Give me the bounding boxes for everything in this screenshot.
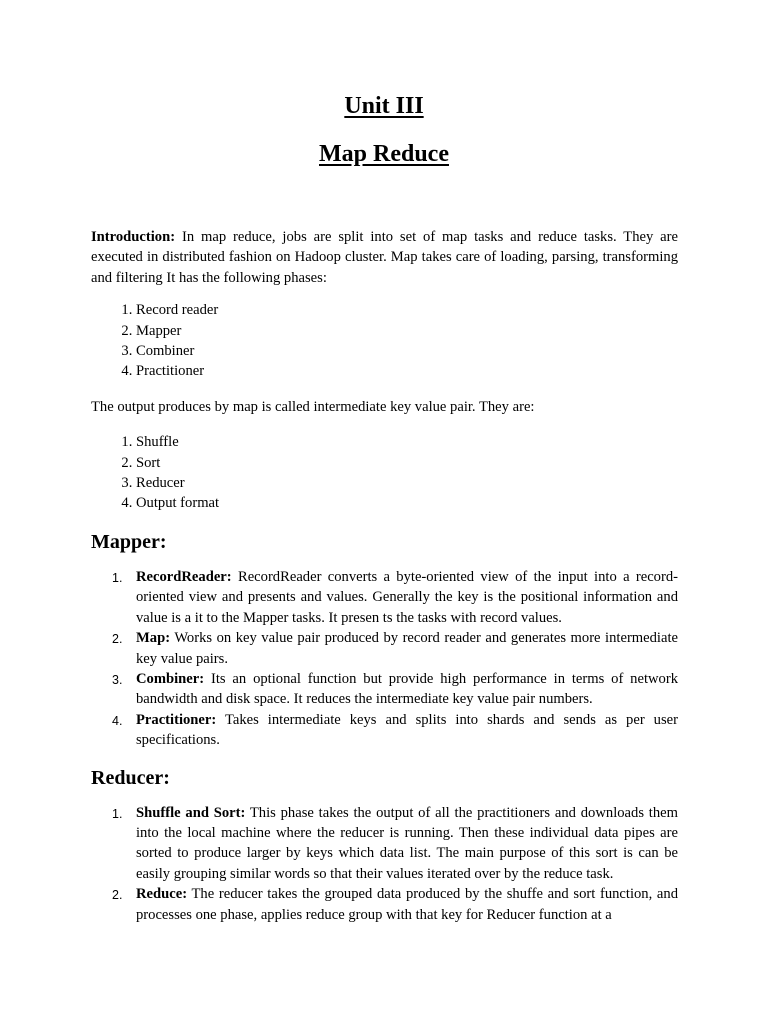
list-item: 2. Sort bbox=[136, 453, 678, 473]
introduction-paragraph bbox=[91, 227, 678, 288]
item-number: 1. bbox=[112, 570, 123, 585]
output-sentence: The output produces by map is called intermediate key value pair. They are: bbox=[91, 398, 535, 415]
mapper-list bbox=[91, 567, 678, 751]
mapper-heading: Mapper: bbox=[91, 530, 167, 553]
document-body bbox=[91, 227, 678, 925]
document-subtitle: Map Reduce bbox=[319, 141, 449, 167]
reducer-list bbox=[91, 803, 678, 925]
list-item: 1. Record reader bbox=[136, 300, 678, 320]
list-item: 3. Reducer bbox=[136, 473, 678, 493]
item-term: RecordReader: bbox=[136, 568, 232, 585]
item-text: Its an optional function but provide high performance in terms of network bandwidth and disk space. It reduces the intermediate key value pair numbers. bbox=[136, 670, 678, 708]
item-text: Works on key value pair produced by record reader and generates more intermediate key value pairs. bbox=[136, 630, 678, 667]
list-item bbox=[112, 567, 678, 628]
item-term: Map: bbox=[136, 630, 171, 647]
introduction-label: Introduction: bbox=[91, 229, 176, 245]
unit-title: Unit III bbox=[344, 93, 424, 119]
list-item bbox=[112, 884, 678, 925]
reducer-heading: Reducer: bbox=[91, 766, 170, 789]
item-number: 1. bbox=[112, 806, 123, 821]
introduction-text: In map reduce, jobs are split into set of map tasks and reduce tasks. They are executed in distributed fashion on Hadoop cluster. Map takes care of loading, parsing, transforming and filtering It has the following phases: bbox=[91, 229, 678, 286]
phases-list bbox=[91, 300, 678, 382]
item-number: 3. bbox=[112, 672, 123, 687]
item-term: Reduce: bbox=[136, 886, 188, 903]
item-text: RecordReader converts a byte-oriented view of the input into a record-oriented view and presents and values. Generally the key is the positional information and value is a it to the Mapper tasks. It presen ts the tasks with record values. bbox=[136, 568, 678, 626]
list-item bbox=[112, 710, 678, 751]
list-item bbox=[112, 669, 678, 710]
item-number: 2. bbox=[112, 888, 123, 903]
item-number: 2. bbox=[112, 632, 123, 647]
item-term: Shuffle and Sort: bbox=[136, 804, 246, 821]
item-text: The reducer takes the grouped data produced by the shuffe and sort function, and processes one phase, applies reduce group with that key for Reducer function at a bbox=[136, 886, 678, 923]
list-item: 4. Output format bbox=[136, 493, 678, 513]
list-item: 4. Practitioner bbox=[136, 361, 678, 381]
list-item bbox=[112, 803, 678, 885]
item-text: Takes intermediate keys and splits into shards and sends as per user specifications. bbox=[136, 711, 678, 749]
list-item: 2. Mapper bbox=[136, 321, 678, 341]
item-number: 4. bbox=[112, 713, 123, 728]
output-items-list bbox=[91, 432, 678, 514]
list-item: 1. Shuffle bbox=[136, 432, 678, 452]
item-term: Combiner: bbox=[136, 670, 205, 687]
list-item bbox=[112, 628, 678, 669]
list-item: 3. Combiner bbox=[136, 341, 678, 361]
item-text: This phase takes the output of all the practitioners and downloads them into the local machine where the reducer is running. Then these individual data pipes are sorted to produce larger by keys which data list. The main purpose of this sort is can be easily grouping similar words so that their values iterated over by the reduce task. bbox=[136, 804, 678, 882]
item-term: Practitioner: bbox=[136, 711, 217, 728]
